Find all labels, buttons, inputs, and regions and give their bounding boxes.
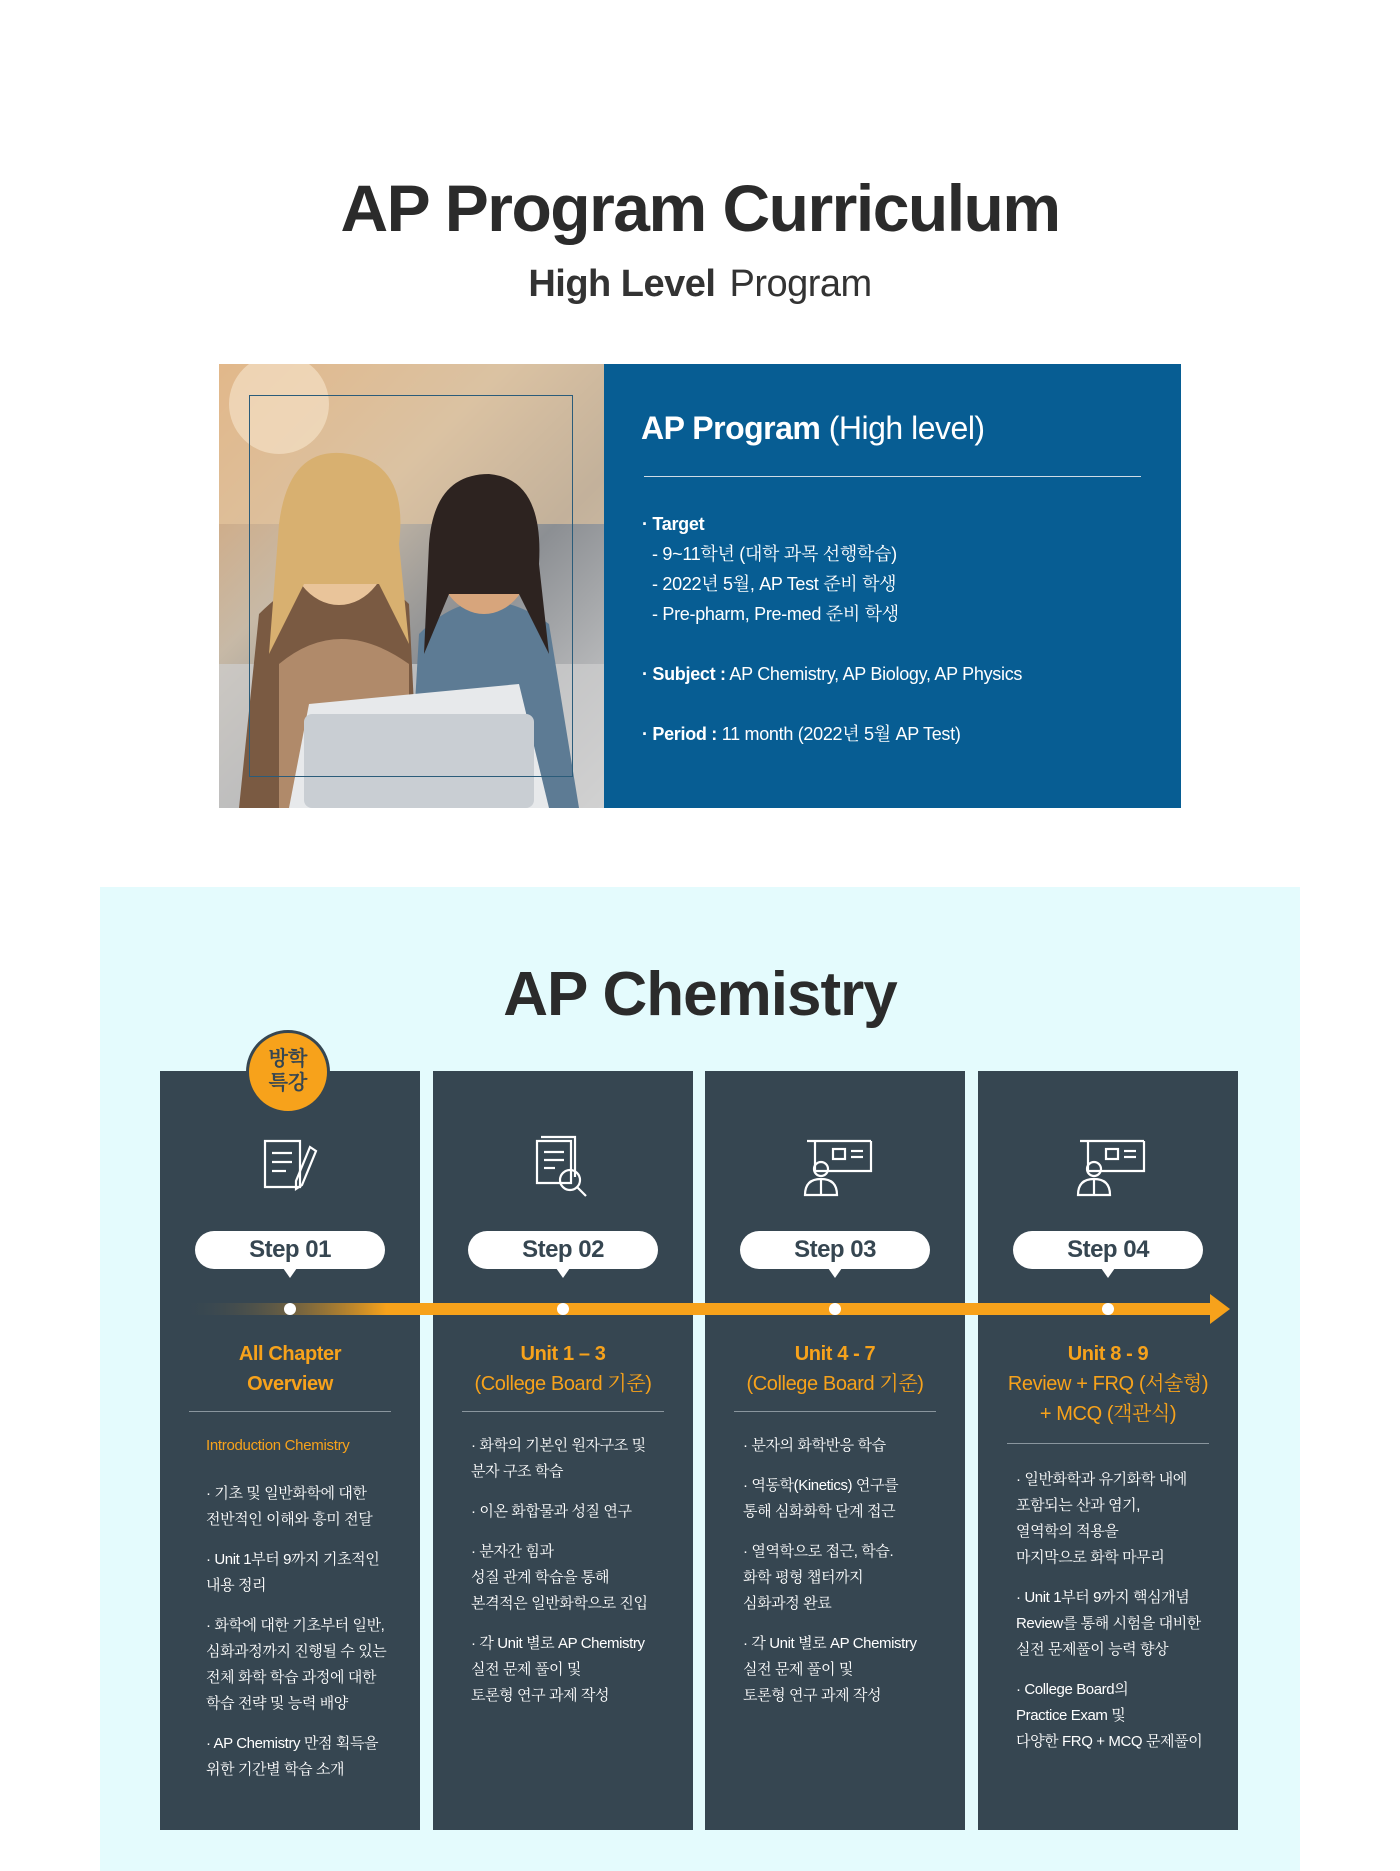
divider bbox=[189, 1411, 391, 1412]
step-title-line: Review + FRQ (서술형) bbox=[1007, 1373, 1209, 1395]
page-title: AP Program Curriculum bbox=[340, 171, 1060, 245]
target-label: · Target bbox=[642, 514, 705, 534]
period-row bbox=[642, 719, 1022, 749]
step-body bbox=[743, 1433, 953, 1723]
presenter-board-icon bbox=[978, 1129, 1238, 1199]
list-item: · 화학의 기본인 원자구조 및 분자 구조 학습 bbox=[471, 1437, 646, 1480]
divider bbox=[462, 1411, 664, 1412]
photo-frame bbox=[249, 395, 573, 777]
step-title-line: All Chapter bbox=[238, 1343, 342, 1365]
step-title-line: (College Board 기준) bbox=[746, 1373, 924, 1395]
step-column-3 bbox=[705, 1071, 965, 1830]
list-item: · 이온 화합물과 성질 연구 bbox=[471, 1503, 632, 1520]
timeline-dot bbox=[829, 1303, 841, 1315]
step-column-1 bbox=[160, 1071, 420, 1830]
step-title-line: Unit 1 – 3 bbox=[520, 1343, 606, 1365]
program-intro bbox=[219, 364, 1181, 808]
timeline-dot bbox=[557, 1303, 569, 1315]
step-label: Step 04 bbox=[1013, 1231, 1203, 1269]
list-item: · 역동학(Kinetics) 연구를 통해 심화화학 단계 접근 bbox=[743, 1477, 899, 1520]
target-item: - Pre-pharm, Pre-med 준비 학생 bbox=[652, 604, 899, 624]
step-body bbox=[1016, 1467, 1226, 1769]
step-intro: Introduction Chemistry bbox=[206, 1437, 350, 1454]
list-item: · 각 Unit 별로 AP Chemistry 실전 문제 풀이 및 토론형 연구 과제 작성 bbox=[471, 1635, 645, 1704]
subject-value: AP Chemistry, AP Biology, AP Physics bbox=[729, 664, 1023, 684]
period-value: 11 month (2022년 5월 AP Test) bbox=[721, 724, 961, 744]
list-item: · Unit 1부터 9까지 기초적인 내용 정리 bbox=[206, 1551, 380, 1594]
step-title bbox=[160, 1339, 420, 1399]
target-item: - 2022년 5월, AP Test 준비 학생 bbox=[652, 574, 897, 594]
program-info-body bbox=[642, 509, 1022, 749]
program-info-panel bbox=[604, 364, 1181, 808]
document-search-icon bbox=[433, 1129, 693, 1199]
program-title-bold: AP Program bbox=[641, 410, 821, 446]
step-title bbox=[978, 1339, 1238, 1429]
divider bbox=[734, 1411, 936, 1412]
chemistry-title: AP Chemistry bbox=[503, 960, 897, 1029]
step-title-line: Unit 8 - 9 bbox=[1067, 1343, 1149, 1365]
list-item: · 일반화학과 유기화학 내에 포함되는 산과 염기, 열역학의 적용을 마지막으로 화학 마무리 bbox=[1016, 1471, 1187, 1566]
document-pen-icon bbox=[160, 1129, 420, 1199]
divider bbox=[1007, 1443, 1209, 1444]
badge-line: 방학 bbox=[268, 1048, 308, 1070]
step-title bbox=[705, 1339, 965, 1399]
target-item: - 9~11학년 (대학 과목 선행학습) bbox=[652, 544, 897, 564]
step-title-line: Unit 4 - 7 bbox=[794, 1343, 876, 1365]
subtitle-rest: Program bbox=[729, 263, 872, 305]
list-item: · 화학에 대한 기초부터 일반, 심화과정까지 진행될 수 있는 전체 화학 학습 과정에 대한 학습 전략 및 능력 배양 bbox=[206, 1617, 387, 1712]
period-label: · Period : bbox=[642, 724, 718, 744]
step-label: Step 02 bbox=[468, 1231, 658, 1269]
students-photo bbox=[219, 364, 604, 808]
program-info-title bbox=[641, 408, 985, 448]
presenter-board-icon bbox=[705, 1129, 965, 1199]
timeline-dot bbox=[284, 1303, 296, 1315]
step-column-4 bbox=[978, 1071, 1238, 1830]
timeline-arrow bbox=[180, 1294, 1230, 1324]
list-item: · College Board의 Practice Exam 및 다양한 FRQ + MCQ 문제풀이 bbox=[1016, 1681, 1203, 1750]
step-title-line: Overview bbox=[247, 1373, 333, 1395]
subject-label: · Subject : bbox=[642, 664, 726, 684]
program-title-rest: (High level) bbox=[828, 410, 985, 446]
list-item: · 기초 및 일반화학에 대한 전반적인 이해와 흥미 전달 bbox=[206, 1485, 373, 1528]
step-column-2 bbox=[433, 1071, 693, 1830]
list-item: · Unit 1부터 9까지 핵심개념 Review를 통해 시험을 대비한 실전 문제풀이 능력 향상 bbox=[1016, 1589, 1201, 1658]
step-label: Step 03 bbox=[740, 1231, 930, 1269]
list-item: · 분자의 화학반응 학습 bbox=[743, 1437, 886, 1454]
list-item: · 분자간 힘과 성질 관계 학습을 통해 본격적은 일반화학으로 진입 bbox=[471, 1543, 648, 1612]
list-item: · 각 Unit 별로 AP Chemistry 실전 문제 풀이 및 토론형 연구 과제 작성 bbox=[743, 1635, 917, 1704]
timeline-dot bbox=[1102, 1303, 1114, 1315]
step-label: Step 01 bbox=[195, 1231, 385, 1269]
step-title-line: (College Board 기준) bbox=[474, 1373, 652, 1395]
step-title bbox=[433, 1339, 693, 1399]
step-title-line: + MCQ (객관식) bbox=[1039, 1403, 1177, 1425]
list-item: · 열역학으로 접근, 학습. 화학 평형 챕터까지 심화과정 완료 bbox=[743, 1543, 894, 1612]
divider bbox=[644, 476, 1141, 477]
vacation-special-badge bbox=[246, 1030, 330, 1114]
step-body bbox=[471, 1433, 681, 1723]
step-body bbox=[206, 1433, 416, 1797]
list-item: · AP Chemistry 만점 획득을 위한 기간별 학습 소개 bbox=[206, 1735, 379, 1778]
badge-line: 특강 bbox=[268, 1072, 308, 1094]
page-subtitle bbox=[0, 262, 1400, 306]
subtitle-bold: High Level bbox=[528, 263, 716, 305]
subject-row bbox=[642, 659, 1022, 689]
